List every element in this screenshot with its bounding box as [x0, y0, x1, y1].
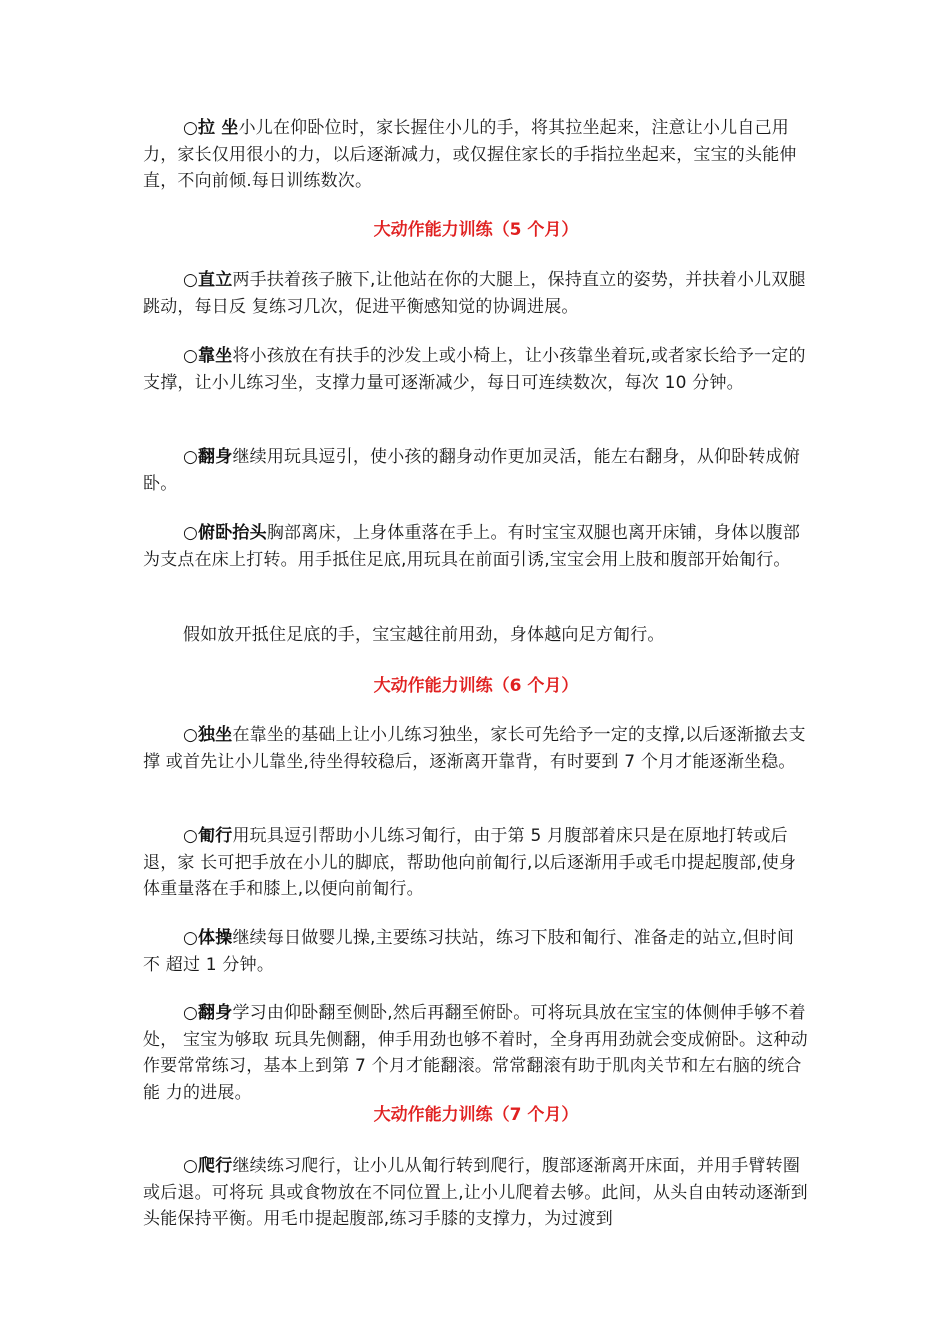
paragraph-title: ○靠坐	[183, 346, 233, 366]
paragraph-text: 两手扶着孩子腋下,让他站在你的大腿上，保持直立的姿势，并扶着小儿双腿跳动，每日反 复练习几次，促进平衡感知觉的协调进展。	[143, 270, 806, 317]
paragraph-text: 在靠坐的基础上让小儿练习独坐，家长可先给予一定的支撑,以后逐渐撤去支撑 或首先让小儿靠坐,待坐得较稳后，逐渐离开靠背，有时要到 7 个月才能逐渐坐稳。	[143, 725, 806, 772]
paragraph-crawl	[143, 1153, 809, 1233]
paragraph-title: ○俯卧抬头	[183, 523, 267, 543]
paragraph-title: ○爬行	[183, 1156, 233, 1176]
paragraph-stand-upright	[143, 267, 809, 320]
paragraph-title: ○独坐	[183, 725, 233, 745]
paragraph-text: 将小孩放在有扶手的沙发上或小椅上，让小孩靠坐着玩,或者家长给予一定的支撑，让小儿练习坐，支撑力量可逐渐减少，每日可连续数次，每次 10 分钟。	[143, 346, 806, 393]
paragraph-title: ○直立	[183, 270, 233, 290]
paragraph-creep	[143, 823, 809, 903]
paragraph-text: 胸部离床，上身体重落在手上。有时宝宝双腿也离开床铺，身体以腹部为支点在床上打转。用手抵住足底,用玩具在前面引诱,宝宝会用上肢和腹部开始匍行。	[143, 523, 801, 570]
paragraph-roll-over-2	[143, 1000, 809, 1106]
paragraph-lean-sit	[143, 343, 809, 396]
paragraph-title: ○翻身	[183, 1003, 233, 1023]
paragraph-pull-sit	[143, 115, 809, 195]
paragraph-roll-over	[143, 444, 809, 497]
paragraph-text: 继续练习爬行，让小儿从匍行转到爬行，腹部逐渐离开床面，并用手臂转圈或后退。可将玩 具或食物放在不同位置上,让小儿爬着去够。此间，从头自由转动逐渐到头能保持平衡。用毛巾提起腹部,练习手膝的支撑力，为过渡到	[143, 1156, 808, 1229]
paragraph-title: ○匍行	[183, 826, 233, 846]
paragraph-text: 继续用玩具逗引，使小孩的翻身动作更加灵活，能左右翻身，从仰卧转成俯卧。	[143, 447, 801, 494]
paragraph-title: ○翻身	[183, 447, 233, 467]
section-heading-6-months: 大动作能力训练（6 个月）	[373, 676, 579, 696]
paragraph-release-feet	[143, 622, 809, 649]
paragraph-title: ○体操	[183, 928, 233, 948]
paragraph-title: ○拉 坐	[183, 118, 239, 138]
paragraph-exercise	[143, 925, 809, 978]
paragraph-text: 小儿在仰卧位时，家长握住小儿的手，将其拉坐起来，注意让小儿自己用力，家长仅用很小的力，以后逐渐减力，或仅握住家长的手指拉坐起来，宝宝的头能伸直，不向前倾.每日训练数次。	[143, 118, 797, 191]
paragraph-sit-alone	[143, 722, 809, 775]
paragraph-prone-head-lift	[143, 520, 809, 573]
paragraph-text: 继续每日做婴儿操,主要练习扶站，练习下肢和匍行、准备走的站立,但时间不 超过 1 分钟。	[143, 928, 795, 975]
paragraph-text: 假如放开抵住足底的手，宝宝越往前用劲，身体越向足方匍行。	[183, 625, 665, 645]
paragraph-text: 用玩具逗引帮助小儿练习匍行，由于第 5 月腹部着床只是在原地打转或后退，家 长可把手放在小儿的脚底，帮助他向前匍行,以后逐渐用手或毛巾提起腹部,使身体重量落在手和膝上,以便向前匍行。	[143, 826, 797, 899]
section-heading-7-months: 大动作能力训练（7 个月）	[373, 1105, 579, 1125]
paragraph-text: 学习由仰卧翻至侧卧,然后再翻至俯卧。可将玩具放在宝宝的体侧伸手够不着处， 宝宝为够取 玩具先侧翻，伸手用劲也够不着时，全身再用劲就会变成俯卧。这种动作要常常练习，基本上到第 7 个月才能翻滚。常常翻滚有助于肌肉关节和左右脑的统合能 力的进展。	[143, 1003, 808, 1103]
section-heading-5-months: 大动作能力训练（5 个月）	[373, 220, 579, 240]
